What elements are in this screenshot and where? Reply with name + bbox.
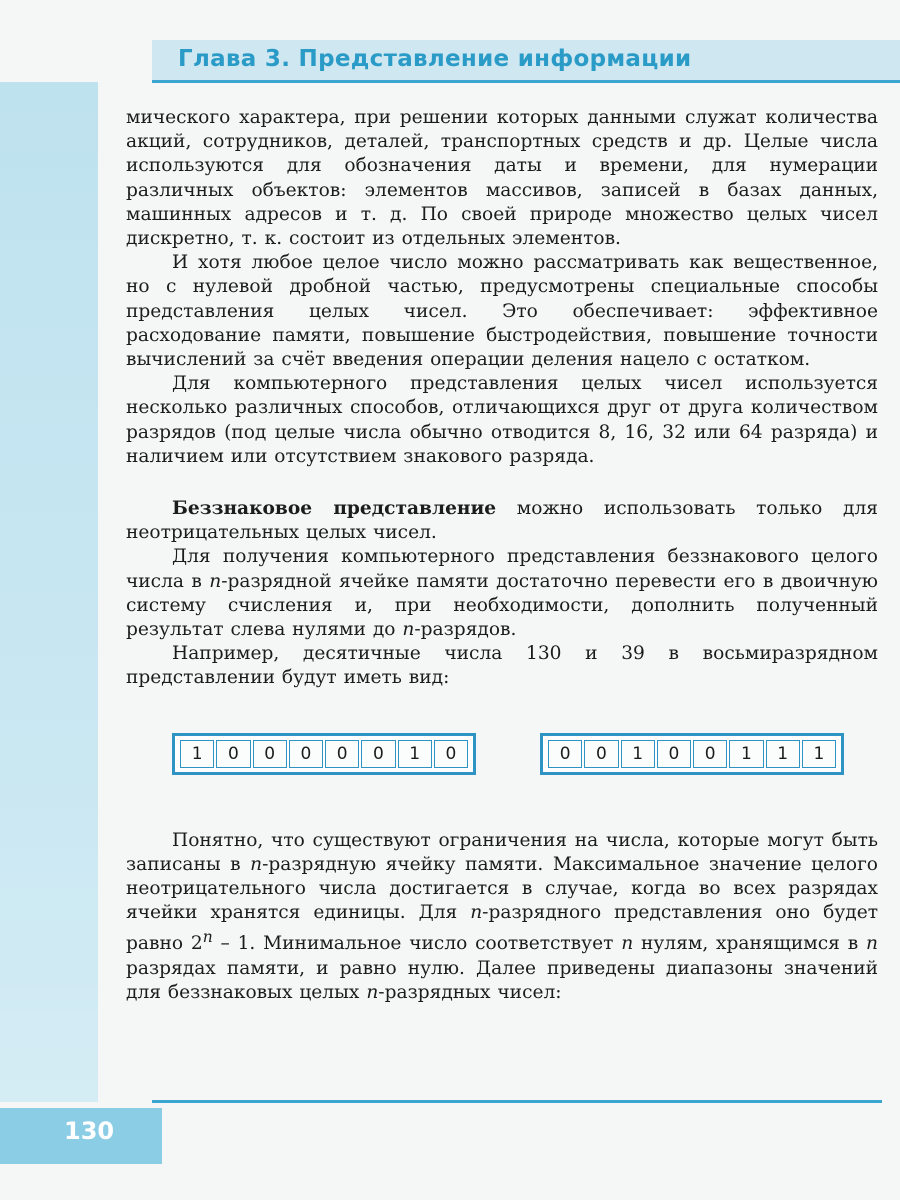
bit-cell: 1	[398, 740, 432, 768]
footer-rule	[152, 1100, 882, 1103]
bit-cell: 0	[548, 740, 582, 768]
bit-cell: 1	[180, 740, 214, 768]
paragraph-3: Для компьютерного представления целых чисел используется несколько различных способов, отличающихся друг от друга количеством разрядов (под целые числа обычно отводится 8, 16, 32 или 64 разряда) и наличием или отсутствием знакового разряда.	[126, 373, 878, 467]
register-39	[540, 733, 844, 775]
bit-cell: 0	[693, 740, 727, 768]
bit-cell: 0	[657, 740, 691, 768]
bit-cell: 1	[766, 740, 800, 768]
paragraph-1: мического характера, при решении которых данными служат количества акций, сотрудников, деталей, транспортных средств и др. Целые числа используются для обозначения даты и времени, для нумерации различных объектов: элементов массивов, записей в базах данных, машинных адресов и т. д. По своей природе множество целых чисел дискретно, т. к. состоит из отдельных элементов.	[126, 107, 878, 250]
bit-cell: 0	[361, 740, 395, 768]
bit-cell: 1	[621, 740, 655, 768]
bit-cell: 0	[325, 740, 359, 768]
bit-cell: 0	[584, 740, 618, 768]
paragraph-limits: Понятно, что существуют ограничения на числа, которые могут быть записаны в n-разрядную ячейку памяти. Максимальное значение целого неотрицательного числа достигается в случае, когда во всех разрядах ячейки хранятся единицы. Для n-разрядного представления оно будет равно 2$^n$ – 1. Минимальное число соответствует n нулям, хранящимся в n разрядах памяти, и равно нулю. Далее приведены диапазоны значений для беззнаковых целых n-разрядных чисел:	[126, 829, 879, 1004]
paragraph-example: Например, десятичные числа 130 и 39 в восьмиразрядном представлении будут иметь вид:	[126, 643, 878, 689]
page-body	[126, 106, 878, 1005]
paragraph-2: И хотя любое целое число можно рассматривать как вещественное, но с нулевой дробной частью, предусмотрены специальные способы представления целых чисел. Это обеспечивает: эффективное расходование памяти, повышение быстродействия, повышение точности вычислений за счёт введения операции деления нацело с остатком.	[126, 252, 878, 371]
chapter-title: Глава 3. Представление информации	[178, 46, 692, 72]
bit-cell: 1	[729, 740, 763, 768]
paragraph-unsigned-method: Для получения компьютерного представления беззнакового целого числа в n-разрядной ячейке памяти достаточно перевести его в двоичную систему счисления и, при необходимости, дополнить полученный результат слева нулями до n-разрядов.	[126, 546, 878, 641]
bit-cell: 0	[253, 740, 287, 768]
left-margin-band	[0, 82, 98, 1102]
term-unsigned: Беззнаковое представление	[172, 498, 497, 520]
register-examples	[126, 733, 878, 777]
bit-cell: 0	[434, 740, 468, 768]
paragraph-unsigned-definition: Беззнаковое представление можно использовать только для неотрицательных целых чисел.	[126, 498, 878, 544]
register-130	[172, 733, 476, 775]
bit-cell: 1	[802, 740, 836, 768]
bit-cell: 0	[289, 740, 323, 768]
header-rule	[152, 80, 900, 83]
bit-cell: 0	[216, 740, 250, 768]
page-number: 130	[64, 1117, 115, 1145]
